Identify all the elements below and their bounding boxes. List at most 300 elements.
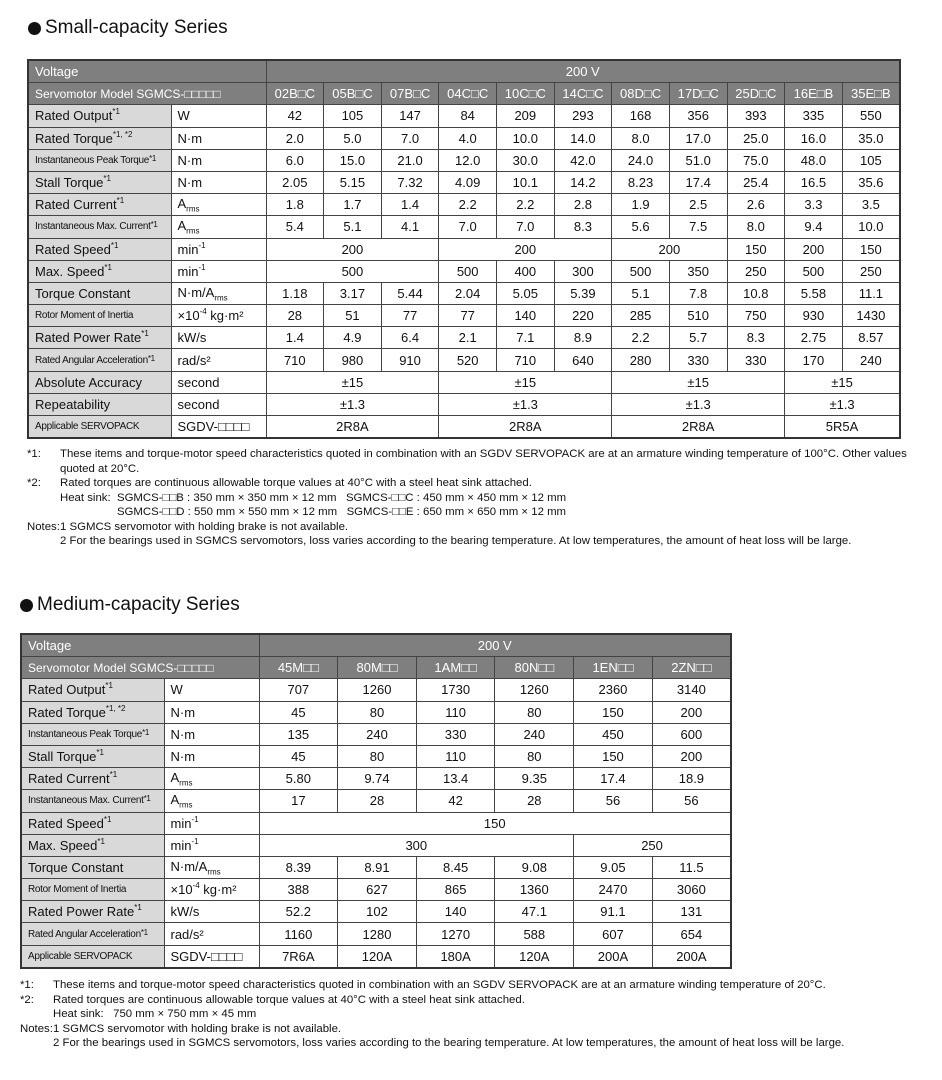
spec-value-cell: 7.1 [497,327,555,349]
model-header-cell [439,83,497,105]
spec-value-cell: 330 [669,349,727,371]
spec-value-cell: 5.7 [669,327,727,349]
unit-tail-text: kg·m² [199,882,237,898]
spec-value-cell: 1160 [259,923,338,945]
spec-value-cell: 910 [381,349,439,371]
spec-unit [171,282,266,304]
spec-value-cell: 1430 [842,305,900,327]
spec-value-cell: 13.4 [416,768,495,790]
model-code: 02B□C [274,86,315,102]
note-line [27,476,917,491]
spec-name [21,723,164,745]
spec-name [28,416,171,439]
spec-value-cell: 285 [612,305,670,327]
spec-row [28,171,900,193]
note-line [20,978,920,993]
spec-value-cell: 17.0 [669,127,727,149]
note-key [20,1036,53,1051]
spec-value-cell: 300 [259,834,574,856]
spec-value-cell: 150 [574,701,653,723]
spec-row [21,701,731,723]
spec-value-cell: 588 [495,923,574,945]
spec-name [21,745,164,767]
spec-value-cell: ±15 [612,371,785,393]
voltage-label-text: Voltage [35,64,79,80]
spec-name [28,327,171,349]
spec-unit [171,327,266,349]
spec-row [28,416,900,439]
unit-superscript: -4 [199,307,207,317]
spec-value-cell: 9.74 [338,768,417,790]
unit-text: N·m [177,152,203,168]
spec-value-cell: ±1.3 [785,393,900,415]
spec-value-cell: 9.35 [495,768,574,790]
spec-row [28,305,900,327]
spec-value-cell: 250 [727,260,785,282]
spec-value-cell: 56 [574,790,653,812]
section-title-text: Small-capacity Series [45,17,228,38]
spec-value-cell: 2.2 [439,194,497,216]
footnote-ref: *1, *2 [112,129,133,139]
spec-value-cell: 9.05 [574,856,653,878]
spec-value-cell: 1.9 [612,194,670,216]
unit-text: SGDV-□□□□ [177,419,250,435]
unit-text: W [170,682,183,698]
note-text: Heat sink: SGMCS-□□B : 350 mm × 350 mm × 12 mm SGMCS-□□C : 450 mm × 450 mm × 12 mm [60,491,567,504]
spec-unit [164,812,259,834]
unit-subscript: rms [179,778,193,788]
spec-value-cell: 5.6 [612,216,670,238]
model-code: 2ZN□□ [671,660,712,676]
spec-value-cell: 356 [669,105,727,127]
spec-row [28,393,900,415]
spec-value-cell: 25.0 [727,127,785,149]
spec-name [21,701,164,723]
spec-value-cell: 1280 [338,923,417,945]
note-key [27,491,60,506]
spec-value-cell: 200A [652,945,731,968]
spec-value-cell: 9.08 [495,856,574,878]
unit-text: min [177,263,199,279]
spec-value-cell: 102 [338,901,417,923]
spec-value-cell: 8.39 [259,856,338,878]
spec-value-cell: 2R8A [612,416,785,439]
spec-value-cell: 5.80 [259,768,338,790]
model-code: 14C□C [562,86,604,102]
model-code: 16E□B [793,86,834,102]
spec-value-cell: 8.23 [612,171,670,193]
voltage-row [28,60,900,83]
spec-value-cell: 220 [554,305,612,327]
model-header-cell [785,83,843,105]
spec-value-cell: 17 [259,790,338,812]
model-code: 10C□C [504,86,546,102]
spec-value-cell: 168 [612,105,670,127]
spec-value-cell: 388 [259,879,338,901]
spec-value-cell: 5.1 [612,282,670,304]
spec-name-text: Stall Torque [35,175,104,191]
spec-unit [164,945,259,968]
spec-value-cell: 5.15 [324,171,382,193]
note-text: These items and torque-motor speed characteristics quoted in combination with an SGDV SERVOPACK are at an armature winding temperature of 20°C. [53,979,826,991]
spec-value-cell: 5.58 [785,282,843,304]
spec-name [21,945,164,968]
spec-value-cell: 16.5 [785,171,843,193]
note-key: *1: [27,448,41,460]
spec-value-cell: ±15 [785,371,900,393]
unit-superscript: -1 [191,836,199,846]
spec-value-cell: 7.0 [497,216,555,238]
unit-subscript: rms [186,204,200,214]
spec-value-cell: 330 [416,723,495,745]
footnote-ref: *1 [103,174,111,184]
spec-unit [164,879,259,901]
spec-value-cell: 200A [574,945,653,968]
spec-value-cell: 1.18 [266,282,324,304]
spec-value-cell: 35.6 [842,171,900,193]
spec-value-cell: 2.2 [497,194,555,216]
model-row [21,657,731,679]
spec-unit [171,194,266,216]
spec-value-cell: 3060 [652,879,731,901]
unit-subscript: rms [207,867,221,877]
spec-value-cell: 170 [785,349,843,371]
spec-value-cell: 4.09 [439,171,497,193]
section-title-text: Medium-capacity Series [37,594,240,615]
footnote-ref: *1 [105,681,113,691]
spec-row [28,349,900,371]
spec-row [21,923,731,945]
note-key: *2: [20,993,34,1006]
spec-value-cell: 200 [652,701,731,723]
unit-text: A [170,792,180,808]
spec-value-cell: 750 [727,305,785,327]
unit-text: N·m [170,726,196,742]
note-text: 1 SGMCS servomotor with holding brake is not available. [53,1022,342,1035]
spec-row [21,723,731,745]
spec-unit [171,305,266,327]
model-header-cell [554,83,612,105]
spec-value-cell: 7.0 [439,216,497,238]
unit-text: N·m/A [170,858,208,874]
spec-row [21,879,731,901]
note-line [27,462,917,477]
spec-unit [171,349,266,371]
spec-value-cell: 550 [842,105,900,127]
spec-value-cell: 2.5 [669,194,727,216]
note-text: Rated torques are continuous allowable torque values at 40°C with a steel heat sink attached. [60,477,532,489]
spec-row [28,327,900,349]
spec-value-cell: 5.05 [497,282,555,304]
model-code: 80N□□ [514,660,555,676]
model-header-cell [612,83,670,105]
spec-value-cell: 77 [381,305,439,327]
spec-value-cell: 1260 [338,679,417,701]
spec-unit [171,127,266,149]
spec-value-cell: 5.4 [266,216,324,238]
note-text: 1 SGMCS servomotor with holding brake is not available. [60,520,349,533]
spec-unit [164,745,259,767]
spec-value-cell: 8.45 [416,856,495,878]
unit-text: ×10 [177,308,200,324]
spec-value-cell: 500 [785,260,843,282]
model-header-cell [669,83,727,105]
small-capacity-notes [27,447,917,549]
spec-value-cell: 28 [266,305,324,327]
spec-value-cell: 293 [554,105,612,127]
spec-value-cell: 2R8A [439,416,612,439]
spec-value-cell: ±1.3 [612,393,785,415]
spec-row [28,216,900,238]
model-code: 45M□□ [277,660,319,676]
spec-row [21,790,731,812]
spec-value-cell: 2.05 [266,171,324,193]
small-capacity-spec-table [27,59,901,439]
spec-value-cell: 140 [497,305,555,327]
spec-name [28,282,171,304]
unit-text: ×10 [170,882,193,898]
spec-value-cell: 7.8 [669,282,727,304]
spec-name-text: Max. Speed [28,837,98,853]
spec-name [21,790,164,812]
model-label [28,83,266,105]
spec-value-cell: 5R5A [785,416,900,439]
section-title-small [28,17,228,39]
spec-name [21,879,164,901]
spec-name [28,393,171,415]
model-code: 25D□C [735,86,777,102]
model-header-cell [842,83,900,105]
spec-value-cell: ±15 [266,371,439,393]
spec-name [28,105,171,127]
spec-value-cell: 51.0 [669,149,727,171]
spec-value-cell: 4.1 [381,216,439,238]
unit-text: W [177,108,190,124]
spec-value-cell: 200 [266,238,439,260]
spec-unit [171,105,266,127]
spec-row [21,945,731,968]
spec-value-cell: 42 [416,790,495,812]
note-line [27,534,917,549]
footnote-ref: *1 [96,748,104,758]
model-header-cell [574,657,653,679]
voltage-value-text: 200 V [477,638,512,654]
spec-value-cell: 10.8 [727,282,785,304]
unit-superscript: -1 [198,262,206,272]
spec-unit [164,723,259,745]
spec-row [28,194,900,216]
spec-value-cell: 7.32 [381,171,439,193]
spec-name-text: Rated Torque [28,704,106,720]
model-header-cell [497,83,555,105]
spec-name [21,679,164,701]
voltage-row [21,634,731,657]
medium-capacity-spec-table [20,633,732,969]
bullet-icon [28,22,41,35]
spec-unit [164,790,259,812]
note-key [20,1007,53,1022]
spec-name [21,834,164,856]
spec-value-cell: 7R6A [259,945,338,968]
voltage-label-text: Voltage [28,638,72,654]
spec-value-cell: 240 [495,723,574,745]
spec-name-text: Instantaneous Max. Current [28,795,144,807]
model-code: 1AM□□ [434,660,477,676]
spec-name [28,194,171,216]
spec-value-cell: 3.5 [842,194,900,216]
spec-value-cell: 500 [612,260,670,282]
note-line [20,1022,920,1037]
spec-name [21,901,164,923]
spec-value-cell: 18.9 [652,768,731,790]
model-label-text: Servomotor Model SGMCS-□□□□□ [28,660,214,675]
spec-value-cell: 91.1 [574,901,653,923]
unit-superscript: -1 [191,814,199,824]
spec-name-text: Rotor Moment of Inertia [35,310,134,322]
bullet-icon [20,599,33,612]
spec-value-cell: 200 [612,238,727,260]
spec-value-cell: 75.0 [727,149,785,171]
spec-value-cell: 52.2 [259,901,338,923]
spec-value-cell: 180A [416,945,495,968]
spec-value-cell: 140 [416,901,495,923]
spec-name-text: Rated Torque [35,130,113,146]
spec-value-cell: 240 [338,723,417,745]
spec-value-cell: 1.7 [324,194,382,216]
note-key: Notes: [27,520,60,533]
spec-value-cell: 400 [497,260,555,282]
spec-value-cell: 3.3 [785,194,843,216]
spec-name [28,149,171,171]
note-line [20,993,920,1008]
spec-value-cell: 3.17 [324,282,382,304]
spec-row [21,834,731,856]
model-code: 35E□B [851,86,891,102]
model-code: 08D□C [620,86,662,102]
footnote-ref: *1 [150,220,158,230]
unit-text: rad/s² [177,352,211,368]
spec-value-cell: 80 [338,745,417,767]
spec-value-cell: 8.91 [338,856,417,878]
spec-value-cell: 335 [785,105,843,127]
spec-value-cell: 8.0 [727,216,785,238]
spec-value-cell: 45 [259,745,338,767]
spec-name-text: Rated Speed [35,241,111,257]
voltage-value-text: 200 V [565,64,600,80]
note-key: Notes: [20,1022,53,1035]
note-key [27,505,60,520]
spec-value-cell: 2.0 [266,127,324,149]
spec-unit [164,856,259,878]
spec-value-cell: 150 [727,238,785,260]
spec-value-cell: 17.4 [669,171,727,193]
spec-name-text: Rated Current [35,197,117,213]
spec-value-cell: 2.6 [727,194,785,216]
unit-subscript: rms [214,293,228,303]
model-header-cell [381,83,439,105]
spec-value-cell: 80 [495,701,574,723]
unit-text: min [177,241,199,257]
spec-row [28,127,900,149]
spec-unit [171,216,266,238]
spec-value-cell: 120A [495,945,574,968]
spec-value-cell: 600 [652,723,731,745]
spec-unit [171,149,266,171]
unit-text: min [170,815,192,831]
unit-text: A [170,769,180,785]
spec-value-cell: 21.0 [381,149,439,171]
spec-value-cell: 11.5 [652,856,731,878]
note-key [27,462,60,477]
spec-value-cell: 150 [574,745,653,767]
voltage-value [259,634,731,657]
spec-value-cell: 110 [416,745,495,767]
spec-value-cell: 2.1 [439,327,497,349]
spec-value-cell: 120A [338,945,417,968]
note-key: *2: [27,477,41,489]
footnote-ref: *1 [104,262,112,272]
spec-name-text: Rated Power Rate [28,904,135,920]
footnote-ref: *1 [116,196,125,206]
unit-text: kW/s [177,330,207,346]
spec-value-cell: 28 [338,790,417,812]
spec-value-cell: 2.04 [439,282,497,304]
spec-value-cell: 640 [554,349,612,371]
spec-name-text: Rated Output [35,108,113,124]
model-label [21,657,259,679]
spec-value-cell: 8.9 [554,327,612,349]
unit-text: N·m [170,704,196,720]
spec-unit [164,923,259,945]
spec-value-cell: 2R8A [266,416,439,439]
spec-value-cell: 28 [495,790,574,812]
unit-tail-text: kg·m² [206,308,244,324]
model-header-cell [416,657,495,679]
spec-value-cell: ±15 [439,371,612,393]
spec-value-cell: 10.1 [497,171,555,193]
note-key: *1: [20,979,34,991]
spec-value-cell: 7.0 [381,127,439,149]
spec-value-cell: 135 [259,723,338,745]
spec-value-cell: 1730 [416,679,495,701]
spec-name-text: Rated Power Rate [35,330,142,346]
spec-value-cell: 4.0 [439,127,497,149]
spec-name [28,305,171,327]
spec-row [21,856,731,878]
spec-value-cell: 150 [259,812,731,834]
unit-text: N·m/A [177,284,215,300]
spec-value-cell: 1270 [416,923,495,945]
spec-value-cell: 2.2 [612,327,670,349]
spec-value-cell: 5.39 [554,282,612,304]
spec-value-cell: 80 [495,745,574,767]
spec-value-cell: 500 [439,260,497,282]
spec-value-cell: 8.0 [612,127,670,149]
spec-unit [171,371,266,393]
spec-row [21,768,731,790]
spec-name-text: Rated Speed [28,815,104,831]
note-line [27,447,917,462]
spec-row [21,745,731,767]
note-line [20,1036,920,1051]
spec-value-cell: 450 [574,723,653,745]
spec-value-cell: 240 [842,349,900,371]
spec-value-cell: 5.0 [324,127,382,149]
spec-unit [164,679,259,701]
footnote-ref: *1 [103,814,112,824]
spec-value-cell: 2360 [574,679,653,701]
spec-value-cell: ±1.3 [266,393,439,415]
